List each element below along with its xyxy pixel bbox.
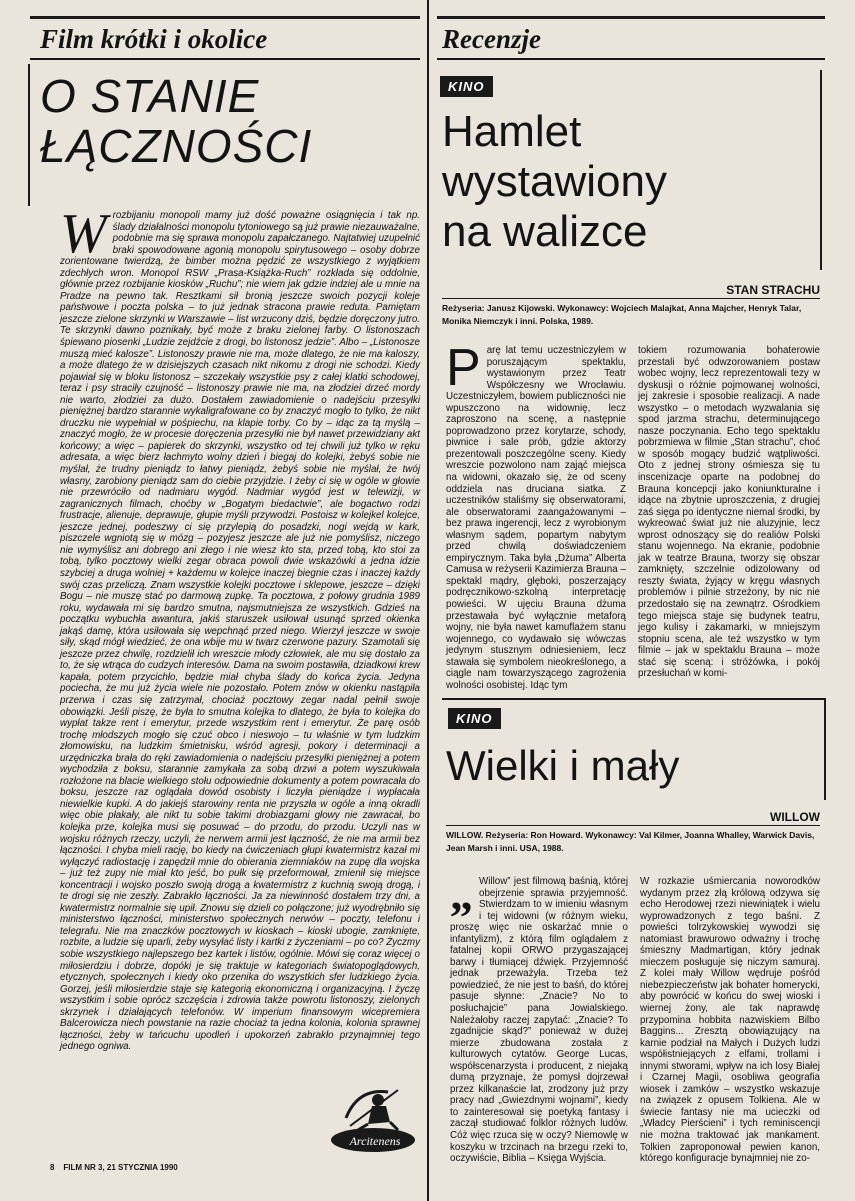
review1-col2-text: tokiem rozumowania bohaterowie przestali być odwzorowaniem postaw wobec wojny, lecz reprezentowali tezy w dyskusji o różnie pojmowanej wolności, jej zakresie i sposobie realizacji. A nade wszystko – o metodach wyzwalania się spod jarzma strachu, determinującego nasze poczynania. Echo tego spektaklu pobrzmiewa w filmie „Stan strachu”, choć w sposób mogący budzić wątpliwości. Oto z jednej strony ośmiesza się tu inscenizacje oparte na podobnej do Brauna koncepcji jako koniunkturalne i idące na zbytnie uproszczenia, z drugiej zaś sięga po identyczne niemal środki, by wykreować świat już nie aluzyjnie, lecz wprost odnoszący się do realiów Polski stanu wojennego. Na ekranie, podobnie jak w teatrze Brauna, tworzy się obszar zamknięty, szczelnie odizolowany od reszty świata, żyjący w kręgu własnych problemów i pilnie strzeżony, by nic nie przedostało się na zewnątrz. Ośrodkiem tego miejsca staje się budynek teatru, jego kulisy i zakamarki, w mniejszym stopniu scena, ale też wszystko w tym filmie – jak w spektaklu Brauna – może stać się sceną: i stróżówka, i pokój przesłuchań w komi- (638, 345, 820, 680)
review1-credits: Reżyseria: Janusz Kijowski. Wykonawcy: Wojciech Malajkat, Anna Majcher, Henryk Talar, Monika Niemczyk i inni. Polska, 1989. (442, 303, 802, 326)
review1-tag: KINO (440, 76, 493, 97)
review1-col1-text: arę lat temu uczestniczyłem w poruszającym spektaklu, wystawionym przez Teatr Współczesny we Wrocławiu. Uczestniczyłem, bowiem publiczności nie wpuszczono na widownię, lecz zaproszono na scenę, a następnie poprowadzono przez korytarze, schody, piwnice i sale prób, gdzie aktorzy prezentowali poszczególne sceny. Kiedy wreszcie pozwolono nam zająć miejsca na widowni, okazało się, że od sceny oddziela nas druciana siatka. Z uczestników staliśmy się obserwatorami, ale obserwatorami zaangażowanymi – bez prawa ingerencji, lecz z wyrobionym własnym sądem, popartym nabytym przed chwilą doświadczeniem empirycznym. Taka była „Dżuma” Alberta Camusa w reżyserii Kazimierza Brauna – spektakl mądry, głęboki, poszerzający podręcznikowo-szkolną interpretację powieści. W ujęciu Brauna dżuma przestawała być wyłącznie metaforą wojny, nie była nawet kamuflażem stanu wojennego, co wydawało się wówczas jedynym stusznym odniesieniem, lecz stawała się symbolem nieokreślonego, a ciągle nam towarzyszącego zagrożenia wolności osobistej. Idąc tym (446, 345, 626, 691)
arcitenens-logo (328, 1078, 418, 1160)
drop-cap-w: W (60, 203, 107, 265)
review1-col2 (638, 345, 820, 681)
page-footer: 8 FILM NR 3, 21 STYCZNIA 1990 (50, 1163, 178, 1172)
review1-col1 (446, 339, 626, 691)
center-column-rule (427, 0, 429, 1201)
section-rule-left (30, 58, 420, 60)
logo-text: Arcitenens (349, 1134, 401, 1148)
review1-title-line1: Hamlet (442, 107, 582, 156)
article-text: rozbijaniu monopoli mamy już dość poważne osiągnięcia i tak np. ślady działalności monopolu tytoniowego są już prawie niezauważalne, podobnie ma się sprawa monopolu zapałczanego. Najtatwiej uzupełnić braki spowodowane agonią monopolu spirytusowego – osoby dobrze zorientowane twierdzą, że bimber można pędzić ze wszystkiego z wyjątkiem zdechłych wron. Monopol RSW „Prasa-Książka-Ruch” rozkłada się oddolnie, głównie przez rozbijanie kiosków „Ruchu”; nie wiem jak gdzie indziej ale u mnie na Pradze na pewno tak. Resztkami sił bronią jeszcze swoich pozycji koleje państwowe i poczta polska – to już jednak stracona prawie reduta. Pamiętam jeszcze zielone skrzynki w Warszawie – list wrzucony dziś, będzie doręczony jutro. Te skrzynki dawno poznikały, być może z braku zielonej farby. O listonoszach śpiewano piosenki „Ludzie zejdźcie z drogi, bo listonosz jedzie”. Albo – „Listonosze muszą mieć kalosze”. Listonoszy prawie nie ma, może dlatego, że nie ma kaloszy, a może dlatego że w dzisiejszych czasach nikt nikomu z drogi nie schodzi. Kiedy pojawiał się w bloku listonosz – szczekały wszystkie psy z całej klatki schodowej, teraz i psy straciły czujność – listonoszy prawie nie ma, na złodziei drzeć mordy nie warto, złodziei za dużo. Dostałem zawiadomienie o nadejściu przesyłki pieniężnej bardzo starannie wykaligrafowane co by znaczyć mogło to tylko, że nikt druczku nie wypełniał w pośpiechu, na klapie torby. Co by – idąc za tą myślą – znaczyć mogło, że w procesie doręczenia przesyłki nie był nawet przewidziany akt końcowy; a więc – papierek do skrzynki, wszystko od tej chwili już tylko w ręku adresata, a więc bierz łachmyto wolny dzień i biegaj do kolejki, żebyś sobie nie myślał, że trudny pieniądz to łatwy pieniądz, żebyś sobie nie myślał, że twój własny, zarobiony pieniądz sam do ciebie przyjdzie. I żeby ci się w ogóle w głowie nie przewróciło od nadmiaru wygód. Nadmiar wygód jest w telewizji, w zagranicznych filmach, choćby w „Bogatym biedactwie”, ale bogactwo rodzi frustracje, alienuje, deprawuje, głupie myśli przywodzi. Postoisz w kolejkel kolejce, jeszcze jednej, podeszwy ci się przylepią do posadzki, nogi wejdą w kark, piszczele wgniotą się w mózg – pozyjesz jeszcze ale już nie pomyślisz, niczego nie wymyślisz ani dobrego ani złego i nie wiesz kto sta, przed tobą, kto stoi za tobą, tylko pocztowy wielki zegar obraca powoli dwie wskazówki a jedna idzie szybciej a druga wolniej + każdemu w kolejce inaczej biegnie czas i inaczej każdy swój czas przeliczą. Znam wszystkie kolejki pocztowe i sklepowe, jeszcze – dzięki Bogu – nie muszę stać po darmową zupkę. Ta pocztowa, z połowy grudnia 1989 roku, wydawała mi się bardzo smutna, najsmutniejsza ze wszystkich. Gdzieś na początku wybuchła awantura, jakiś staruszek usiłował usunąć sprzed okienka jakąś damę, która usiłowała się wepchnąć przed niego. Wierzył jeszcze w swoje siły, skąd mógł wiedzieć, że ona wbije mu w twarz czerwone pazury. Szamotali się jeszcze przez chwilę, rozdzielił ich wreszcie młody człowiek, ale mu się dostało za to, że się wtrąca do cudzych interesów. Dama na swoim postawiła, dziadkowi krew kapała, potem przycichło, będzie miał chyba ślady do końca życia. Jedyna pociecha, że mu już życia wiele nie pozostało. Potem znów w okienku nastąpiła przerwa i czas się zatrzymał, chociaż pocztowy zegar nadal pełnił swoje obowiązki. Jeśli piszę, że była to smutna kolejka to dlatego, że była to kolejka do wypłat takze rent i emerytur, przede wszystkim rent i emerytur. Że parę osób trochę młodszych mogło się czuć obco i nieswojo – tu właśnie w tym ludzkim złomowisku, na ludzkim śmietnisku, wśród agresji, pokory i determinacji a urzędniczka brała do ręki zawiadomienia o nadejściu przesyłki pieniężnej a potem wychodziła z boksu, starannie zamykała za sobą drzwi a potem wyszukiwała rozłożone na blacie wielkiego stołu odpowiednie dokumenty a potem powracała do boksu, jeszcze raz oglądała dowód osobisty i liczyła pieniądze i wypłacała niewielkie kupki. A do jakiejś starowiny renta nie przyszła w ogóle a inną okradli więc obie płakały, ale nikt tu sobie takimi drobiazgami głowy nie zawracał, bo kolejka prze, kolejka musi się posuwać – do przodu, do przodu. Uczyli nas w wojsku różnych rzeczy, uczyli, że nerwem armii jest łączność, że nie ma armii bez łączności. I chyba mieli rację, bo kiedy na ćwiczeniach głupi kwatermistrz kazał mi wyłączyć radiostację i zapędził mnie do obierania ziemniaków na zupę dla wojska – już też zupy nie miał kto jeść, bo pułk się przeformował, zmienił się miejsce koncentracji i wojsko poszło swoją drogą a kwatermistrz z kuchnią swoją drogą, i te drogi się nie zeszły. Zabrakło łączności. Ja za niewinność dostałem trzy dni, a kwatermistrz normalnie się upił. Znowu się dzieli co połączone; już wyodrębniło się ministerstwo łączności, ministerstwo społecznych nerwów – poczty, telefonu i telegrafu. Nie ma znaczków pocztowych w kioskach – kioski ubogie, zamknięte, rozbite, a ludzie się uparli, żeby wysyłać listy i kartki z życzeniami – po co? Życzmy sobie wszystkiego najlepszego bez kartek i listów, ogólnie. Mówi się coraz więcej o miłosierdziu i dobrze, dopóki je się traktuje w kategoriach światopoglądowych, etycznych, społecznych i kiedy oko przenika do wszystkich sfer ludzkiego życia. Gorzej, jeśli miłosierdzie staje się kategorią ekonomiczną i organizacyjną. I życzę wszystkim i sobie oprócz szczęścia i zdrowia także powrotu listonoszy, zielonych skrzynek i działających telefonów. W imperium finansowym wicepremiera Balcerowicza niech powstanie na razie chociaż ta jedna kolonia, kolonia sprawnej łączności, żeby w tańcuchu upodleń i upokorzeń zabrakło przynajmniej tego jednego ogniwa. (60, 210, 420, 1053)
review2-col2-text: W rozkazie uśmiercania noworodków wydanym przez złą królową odzywa się echo Herodowej rzezi niewiniątek i wielu wyprowadzonych z tego baśni. Z powieści tolrzykowskiej wywodzi się natomiast brawurowo odważny i trochę śmieszny Madmartigan, który jednak mieczem posługuje się niczym samuraj. Z kolei mały Willow wędruje pośród niebezpieczeństw jak bohater homerycki, aby powrócić w końcu do swej wioski i wiernej żony, ale tak naprawdę przypomina hobbita nazwiskiem Bilbo Baggins... Zresztą obowiązujący na karnie podział na Małych i Dużych ludzi współistniejących z elfami, trollami i innymi stworami, wpływ na ich losy Białej i Czarnej Magii, osobliwa geografia wiosek i zamków – wszystko wskazuje na związek z opusem Tolkiena. Ale w świecie fantasy nie ma ucieczki od „Władcy Pierścieni” i tych reminiscencji nie można traktować jak mankament. Tolkien zaproponował pewien kanon, którego konfiguracje bynajmniej nie zo- (640, 876, 820, 1165)
review2-tag: KINO (448, 708, 501, 729)
section-heading-right: Recenzje (442, 24, 541, 54)
review2-col2 (640, 876, 820, 1165)
article-title-line2: ŁĄCZNOŚCI (40, 120, 313, 172)
review1-title-frame (820, 70, 822, 270)
article-title-line1: O STANIE (40, 70, 260, 122)
section-rule-right (437, 58, 825, 60)
top-rule-right (437, 16, 825, 19)
article-body (60, 203, 420, 1156)
review1-film-title: STAN STRACHU (726, 283, 820, 297)
review2-col1 (450, 868, 628, 1165)
review1-rule (442, 298, 820, 299)
review2-credits: WILLOW. Reżyseria: Ron Howard. Wykonawcy: Val Kilmer, Joanna Whalley, Warwick Davis, Jean Marsh i inni. USA, 1988. (446, 830, 815, 853)
review2-title: Wielki i mały (446, 742, 680, 789)
opening-quote-mark: „ (450, 868, 473, 919)
review2-rule (446, 825, 820, 826)
section-heading-left: Film krótki i okolice (40, 24, 268, 54)
drop-cap-p: P (446, 339, 481, 397)
review1-title-line2: wystawiony (442, 157, 667, 206)
review1-title-line3: na walizce (442, 207, 648, 256)
review2-col1-text: Willow” jest filmową baśnią, której obejrzenie sprawia przyjemność. Stwierdzam to w imieniu własnym i tej widowni (w różnym wieku, proszę więc nie oskarżać mnie o infantylizm), z którą film oglądałem z fatalnej kopii ORWO przygaszającej barwy i tłumiącej dźwięk. Przyjemność jednak przeważyła. Trzeba też powiedzieć, że nie jest to baśń, do której pasuje słynne: „Znacie? No to posłuchajcie” pana Jowialskiego. Należałoby raczej zapytać: „Znacie? To zgadnijcie skąd?” ponieważ w dużej mierze zbudowana została z kulturowych cytatów. George Lucas, współscenarzysta i producent, z niejaką dumą przyznaje, że pomysł dojrzewał przez kilkanaście lat, zrodzony już przy pracy nad „Gwiezdnymi wojnami”, kiedy to zainteresował się poetyką fantasy i zaczął studiować folklor różnych ludów. Cóż więc rzuca się w oczy? Niemowlę w koszyku w trzcinach na brzegu rzeki to, oczywiście, Biblia – Księga Wyjścia. (450, 876, 628, 1165)
review2-film-title: WILLOW (770, 810, 820, 824)
top-rule-left (30, 16, 420, 19)
review1-frame (438, 70, 823, 71)
